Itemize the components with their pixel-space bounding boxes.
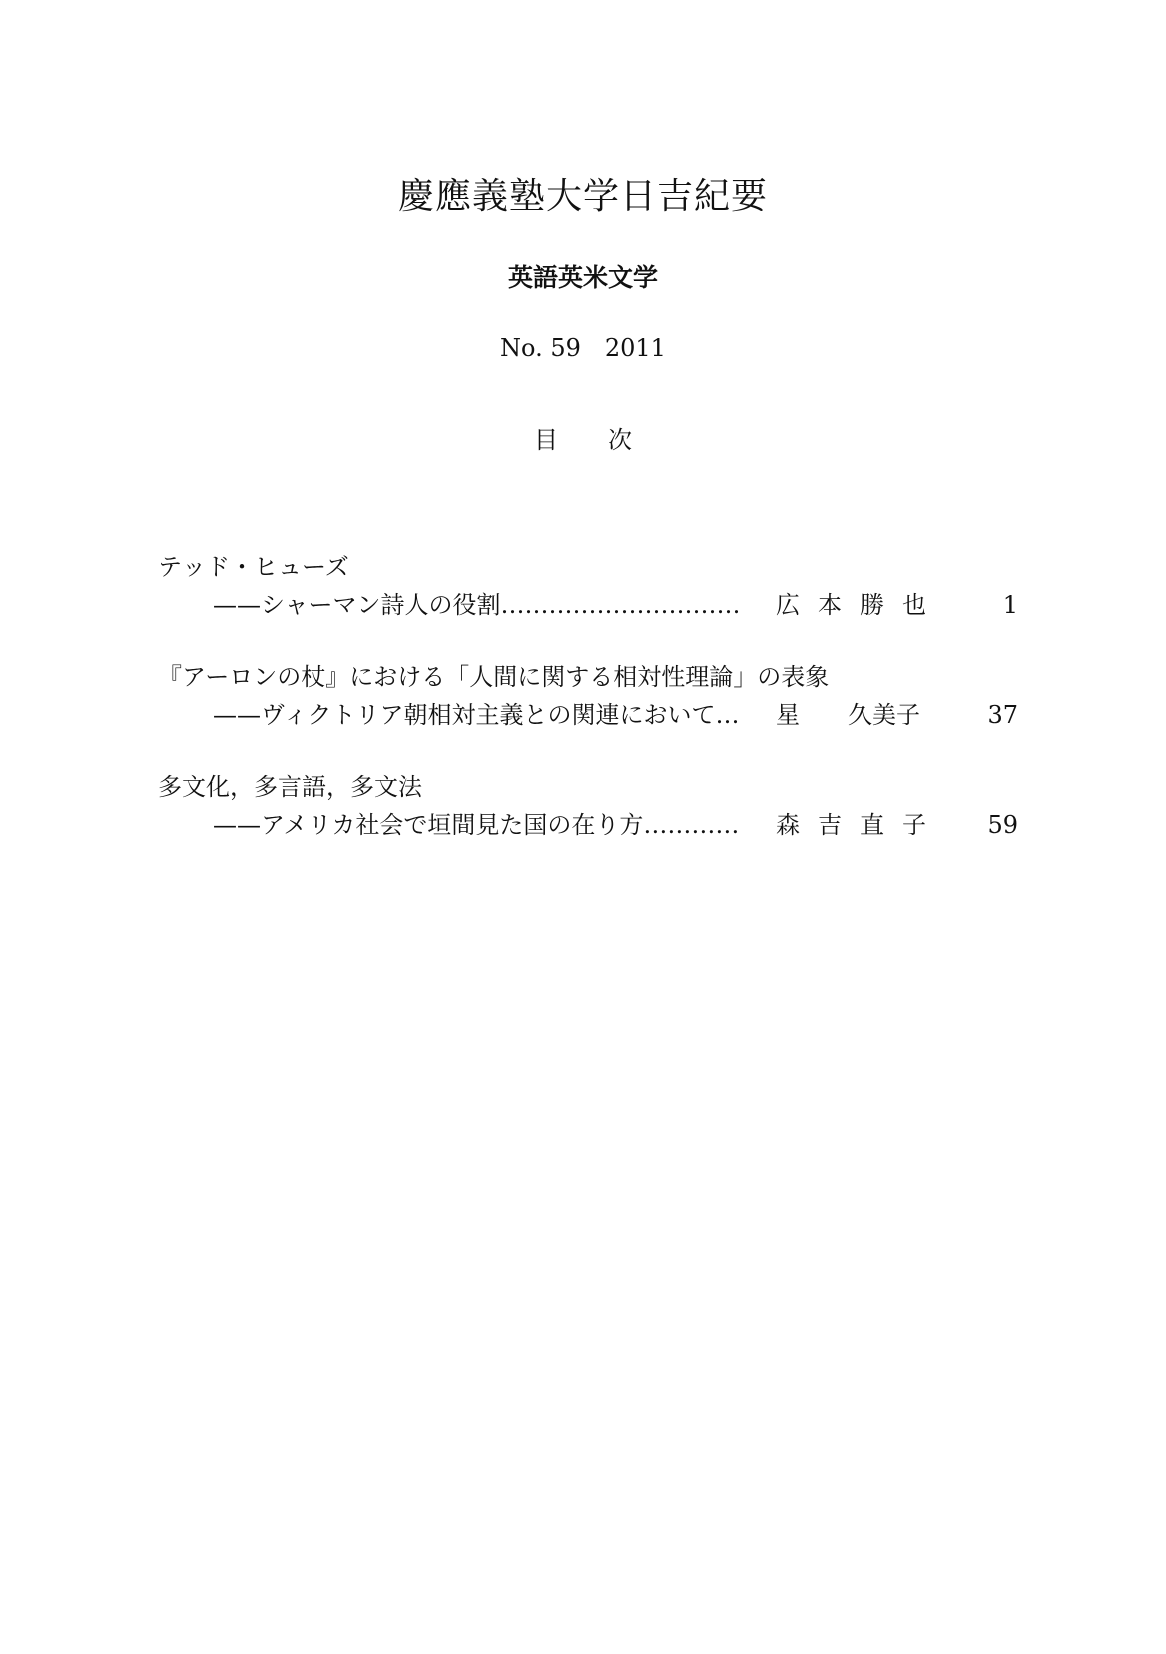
toc-entry xyxy=(158,768,1018,844)
entry-title: 多文化，多言語，多文法 xyxy=(158,773,422,801)
toc-heading: 目次 xyxy=(534,426,682,454)
entry-author: 広本勝也 xyxy=(776,591,944,619)
table-of-contents xyxy=(158,548,1018,878)
entry-author: 森吉直子 xyxy=(776,811,944,839)
entry-title: テッド・ヒューズ xyxy=(158,553,349,581)
toc-entry xyxy=(158,658,1018,734)
entry-subtitle-row xyxy=(158,696,1018,734)
entry-page-number: 59 xyxy=(987,811,1018,839)
issue-number: No. 59 2011 xyxy=(500,334,666,362)
entry-page-number: 1 xyxy=(1002,591,1018,619)
toc-entry xyxy=(158,548,1018,624)
entry-title: 『アーロンの杖』における「人間に関する相対性理論」の表象 xyxy=(158,663,830,691)
entry-page-number: 37 xyxy=(987,701,1018,729)
entry-subtitle: ——シャーマン詩人の役割………………………… xyxy=(213,591,741,619)
entry-subtitle-row xyxy=(158,806,1018,844)
entry-subtitle-row xyxy=(158,586,1018,624)
entry-author: 星 久美子 xyxy=(776,701,920,729)
journal-subtitle: 英語英米文学 xyxy=(507,263,658,292)
journal-title: 慶應義塾大学日吉紀要 xyxy=(397,176,768,217)
entry-subtitle: ——ヴィクトリア朝相対主義との関連において… xyxy=(213,701,740,729)
entry-subtitle: ——アメリカ社会で垣間見た国の在り方………… xyxy=(213,811,740,839)
